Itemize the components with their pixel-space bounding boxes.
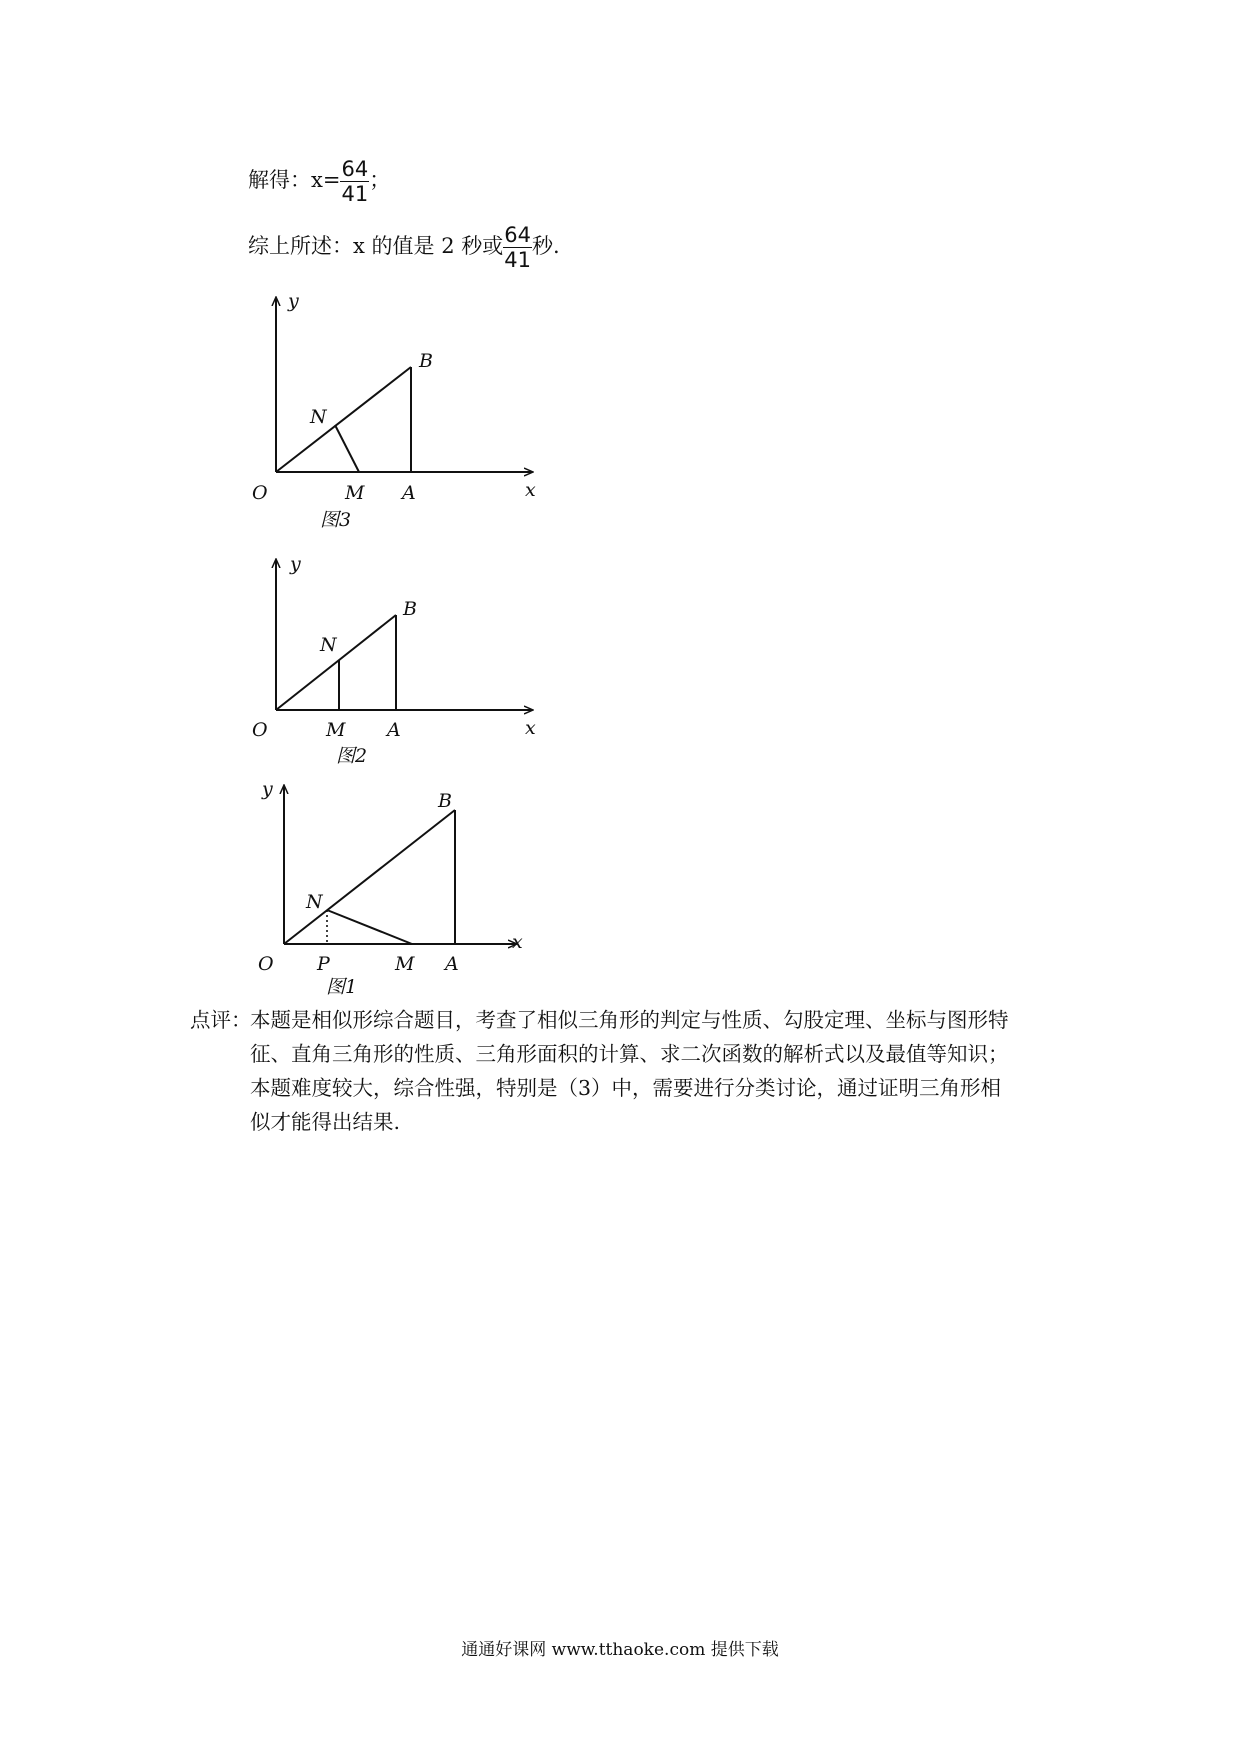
summary-suffix: 秒. (531, 234, 560, 259)
label-o: O (252, 719, 268, 741)
label-b: B (438, 790, 452, 812)
label-n: N (306, 891, 323, 913)
label-b: B (419, 350, 433, 372)
figure-2 (240, 548, 540, 768)
solved-suffix: ； (369, 168, 391, 193)
page-footer: 通通好课网 www.tthaoke.com 提供下载 (461, 1640, 779, 1660)
solved-line (248, 158, 390, 205)
summary-line (248, 224, 560, 271)
label-n: N (320, 634, 337, 656)
label-a: A (402, 482, 416, 504)
caption-fig1: 图1 (326, 976, 358, 998)
solved-numerator: 64 (341, 157, 369, 181)
label-m: M (395, 953, 415, 975)
label-y: y (290, 553, 301, 575)
comment-line-4: 似才能得出结果. (250, 1110, 401, 1134)
label-o: O (252, 482, 268, 504)
label-o: O (258, 953, 274, 975)
solved-fraction (340, 158, 369, 205)
caption-fig2: 图2 (336, 745, 368, 767)
label-n: N (310, 406, 327, 428)
comment-line-1: 本题是相似形综合题目，考查了相似三角形的判定与性质、勾股定理、坐标与图形特 (250, 1008, 1009, 1032)
summary-numerator: 64 (504, 223, 531, 247)
segment-nm (327, 910, 412, 944)
label-x: x (512, 931, 523, 953)
solved-prefix: 解得：x= (248, 168, 341, 193)
summary-prefix: 综上所述：x 的值是 2 秒或 (248, 234, 504, 259)
segment-ob (284, 810, 455, 944)
label-x: x (525, 479, 536, 501)
figure-3 (240, 290, 540, 530)
comment-line-2: 征、直角三角形的性质、三角形面积的计算、求二次函数的解析式以及最值等知识； (250, 1042, 1009, 1066)
label-b: B (403, 598, 417, 620)
solved-denominator: 41 (341, 182, 369, 207)
segment-ob (276, 615, 396, 710)
label-x: x (525, 717, 536, 739)
label-a: A (387, 719, 401, 741)
summary-denominator: 41 (504, 248, 531, 273)
label-m: M (326, 719, 346, 741)
segment-nm (335, 425, 359, 472)
label-y: y (288, 290, 299, 312)
label-y: y (262, 778, 273, 800)
comment-label: 点评： (190, 1008, 252, 1032)
comment-line-3: 本题难度较大，综合性强，特别是（3）中，需要进行分类讨论，通过证明三角形相 (250, 1076, 1002, 1100)
label-p: P (317, 953, 330, 975)
comment-body (250, 1003, 1060, 1139)
figure-1 (240, 778, 540, 998)
segment-ob (276, 367, 411, 472)
label-a: A (445, 953, 459, 975)
label-m: M (345, 482, 365, 504)
caption-fig3: 图3 (320, 509, 352, 531)
summary-fraction (503, 224, 532, 271)
